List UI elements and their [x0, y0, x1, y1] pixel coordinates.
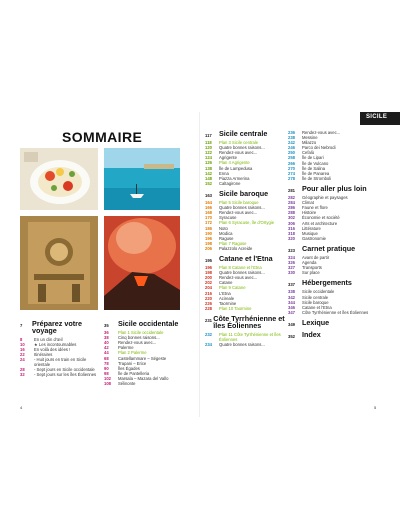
- entry-label: Plan 6 Syracuse, île d'Ortygie: [219, 220, 275, 226]
- guidebook-spread: [0, 112, 400, 417]
- entry-label: Piazza Armerina: [219, 175, 250, 181]
- entry-page: 202: [205, 280, 212, 286]
- entry-label: Acireale: [219, 295, 235, 301]
- entry-label: Plan 8 Catane et l'Etna: [219, 265, 262, 271]
- toc-entry[interactable]: [205, 181, 285, 186]
- entry-label: Palazzolo Acreide: [219, 245, 253, 251]
- entry-page: 326: [288, 260, 295, 266]
- entry-page: 286: [288, 205, 295, 211]
- entry-page: 206: [205, 245, 212, 251]
- entry-page: 284: [288, 200, 295, 206]
- entry-label: Plan 2 Palerme: [118, 350, 147, 356]
- entry-page: 16: [20, 347, 25, 352]
- entry-label: Castellammare – Ségeste: [118, 355, 167, 361]
- entry-page: 236: [288, 130, 295, 135]
- toc-column-2: [104, 320, 184, 390]
- entry-page: 108: [104, 381, 111, 387]
- entry-page: 282: [288, 195, 295, 201]
- entry-label: Modica: [219, 230, 233, 236]
- entry-label: Sicile occidentale: [302, 289, 335, 295]
- section-title[interactable]: Sicile occidentale: [118, 319, 179, 328]
- entry-page: 347: [288, 309, 295, 315]
- entry-label: Économie et société: [302, 215, 340, 221]
- entry-label: Enna: [219, 170, 229, 176]
- entry-label: Cinq bonnes raisons...: [118, 335, 160, 341]
- entry-page: 344: [288, 299, 295, 305]
- entry-page: 232: [205, 331, 212, 337]
- entry-page: 148: [205, 175, 212, 181]
- entry-page: 288: [288, 210, 295, 216]
- page-number-left: 4: [20, 405, 23, 410]
- entry-label: Palerme: [118, 345, 134, 351]
- toc-column-3: [205, 130, 285, 351]
- entry-label: Île de Stromboli: [302, 175, 332, 181]
- entry-page: 42: [104, 345, 109, 351]
- section-title[interactable]: Carnet pratique: [302, 243, 356, 253]
- entry-page: 120: [205, 145, 212, 151]
- toc-section-index: [288, 331, 370, 339]
- entry-page: 32: [20, 372, 25, 378]
- section-page-number: 117: [205, 133, 212, 138]
- entry-page: 316: [288, 225, 295, 231]
- toc-entry[interactable]: [288, 310, 370, 315]
- food-plate-photo: [20, 148, 98, 210]
- entry-label: - Sept jours en Sicile occidentale: [34, 367, 95, 373]
- entry-page: 338: [288, 289, 295, 295]
- entry-page: 28: [20, 367, 25, 373]
- entry-page: 36: [104, 330, 109, 336]
- section-tag: SICILE: [366, 114, 388, 120]
- entry-page: 270: [288, 165, 295, 171]
- entry-page: 164: [205, 200, 212, 206]
- entry-page: 122: [205, 150, 212, 156]
- entry-page: 68: [104, 355, 109, 361]
- entry-page: 168: [205, 210, 212, 216]
- entry-page: 90: [104, 365, 109, 371]
- entry-label: Gastronomie: [302, 235, 326, 241]
- entry-label: Itinéraires: [34, 352, 53, 358]
- entry-page: 324: [288, 254, 295, 260]
- entry-page: 190: [205, 230, 212, 236]
- entry-label: Plan 5 Sicile baroque: [219, 200, 259, 206]
- entry-label: Taormine: [219, 300, 237, 306]
- entry-label: Quatre bonnes raisons...: [219, 270, 265, 276]
- entry-label: Île de Vulcano: [302, 160, 329, 166]
- entry-label: Quatre bonnes raisons...: [219, 341, 265, 347]
- entry-page: 278: [288, 175, 295, 181]
- toc-entry[interactable]: [288, 236, 370, 241]
- section-title[interactable]: Sicile centrale: [219, 129, 268, 138]
- toc-column-1: [20, 320, 98, 382]
- entry-page: 342: [288, 294, 295, 300]
- entry-label: Noto: [219, 225, 228, 231]
- entry-page: 186: [205, 225, 212, 231]
- entry-label: Catane: [219, 280, 233, 286]
- entry-label: Plan 7 Raguse: [219, 240, 247, 246]
- entry-label: Île de Salina: [302, 165, 326, 171]
- entry-label: Plan 1 Sicile occidentale: [118, 330, 164, 336]
- section-title[interactable]: Index: [302, 330, 321, 339]
- entry-page: 142: [205, 170, 212, 176]
- section-page-number: 7: [20, 323, 23, 328]
- entry-page: 126: [205, 160, 212, 166]
- toc-section-sicile-centrale: [205, 130, 285, 186]
- toc-entry[interactable]: [20, 372, 98, 377]
- entry-page: 170: [205, 215, 212, 221]
- page-title: SOMMAIRE: [62, 129, 143, 145]
- entry-page: 124: [205, 155, 212, 161]
- toc-section-cote-tyrrhenienne-cont: [288, 130, 370, 181]
- entry-label: Caltagirone: [219, 180, 241, 186]
- entry-label: Agenda: [302, 260, 317, 266]
- entry-page: 152: [205, 180, 212, 186]
- entry-label: Raguse: [219, 235, 234, 241]
- toc-section-cote-tyrrhenienne: [205, 315, 285, 347]
- toc-entry[interactable]: [20, 357, 98, 367]
- section-title[interactable]: Sicile baroque: [219, 188, 269, 198]
- entry-page: 204: [205, 285, 212, 291]
- page-number-right: 5: [374, 405, 377, 410]
- page-header: [0, 112, 400, 125]
- entry-label: Parco dei Nebrodi: [302, 145, 336, 151]
- toc-section-carnet-pratique: [288, 245, 370, 275]
- section-page-number: 195: [205, 257, 212, 263]
- toc-section-preparez: [20, 320, 98, 378]
- etna-eruption-photo: [104, 216, 180, 310]
- baroque-architecture-photo: [20, 216, 98, 310]
- toc-section-sicile-baroque: [205, 190, 285, 251]
- entry-page: 318: [288, 230, 295, 236]
- entry-page: 302: [288, 215, 295, 221]
- entry-page: 258: [288, 155, 295, 161]
- toc-entry[interactable]: [205, 342, 285, 347]
- toc-section-lexique: [288, 319, 370, 327]
- toc-entry[interactable]: [288, 176, 370, 181]
- entry-label: Histoire: [302, 210, 317, 216]
- entry-page: 274: [288, 170, 295, 176]
- entry-label: Plan 10 Taormine: [219, 305, 252, 311]
- entry-label: Rendez-vous avec...: [219, 210, 258, 216]
- entry-label: Musique: [302, 230, 318, 236]
- entry-label: L'Etna: [219, 290, 231, 296]
- entry-label: - Sept jours sur les îles Éoliennes: [34, 372, 97, 378]
- entry-page: 198: [205, 240, 212, 246]
- toc-section-sicile-occidentale: [104, 320, 184, 386]
- entry-label: Sélinonte: [118, 381, 136, 387]
- entry-page: 238: [288, 135, 295, 141]
- entry-label: En un clin d'œil: [34, 336, 63, 342]
- entry-page: 78: [104, 360, 109, 366]
- entry-page: 330: [288, 270, 295, 276]
- entry-page: 266: [288, 160, 295, 166]
- book-spine: [199, 112, 200, 417]
- entry-label: Catane et l'Etna: [302, 304, 332, 310]
- section-page-number: 163: [205, 192, 212, 198]
- entry-label: Sicile baroque: [302, 299, 329, 305]
- entry-label: Île de Pantelleria: [118, 370, 150, 376]
- toc-column-4: [288, 130, 370, 343]
- entry-page: 216: [205, 290, 212, 296]
- section-page-number: 281: [288, 187, 295, 193]
- entry-label: Marsala – Mazara del Vallo: [118, 375, 169, 381]
- entry-label: Transports: [302, 265, 322, 271]
- entry-label: Île de Panarea: [302, 170, 330, 176]
- toc-entry[interactable]: [205, 332, 285, 342]
- section-title[interactable]: Préparez votre voyage: [32, 319, 82, 336]
- entry-label: Côte Tyrrhénienne et îles Éoliennes: [302, 309, 369, 315]
- section-page-number: 35: [104, 323, 109, 328]
- entry-label: Sur place: [302, 270, 320, 276]
- entry-label: Îles Égades: [118, 365, 140, 371]
- entry-label: Climat: [302, 200, 314, 206]
- entry-page: 8: [20, 336, 23, 342]
- entry-label: Agrigente: [219, 155, 237, 161]
- entry-label: - Huit jours en train en Sicile orientale: [34, 357, 87, 368]
- toc-section-catane-etna: [205, 255, 285, 311]
- entry-page: 346: [288, 304, 295, 310]
- entry-label: Rendez-vous avec...: [219, 275, 258, 281]
- entry-label: Plan 4 Agrigente: [219, 160, 250, 166]
- entry-label: Rendez-vous avec...: [302, 130, 341, 135]
- entry-label: Avant de partir: [302, 254, 330, 260]
- entry-label: Quatre bonnes raisons...: [219, 205, 265, 211]
- entry-page: 306: [288, 220, 295, 226]
- entry-page: 320: [288, 235, 295, 241]
- entry-label: Sicile centrale: [302, 294, 329, 300]
- entry-page: 118: [205, 140, 212, 146]
- entry-label: Milazzo: [302, 140, 317, 146]
- entry-label: Plan 9 Catane: [219, 285, 246, 291]
- entry-label: Messine: [302, 135, 318, 141]
- entry-page: 196: [205, 235, 212, 241]
- entry-page: 102: [104, 375, 111, 381]
- section-page-number: 323: [288, 247, 295, 253]
- section-title[interactable]: Hébergements: [302, 278, 352, 288]
- section-title[interactable]: Lexique: [302, 317, 330, 327]
- toc-section-hebergements: [288, 279, 370, 315]
- entry-page: 44: [104, 350, 109, 356]
- entry-page: 198: [205, 270, 212, 276]
- entry-label: Littérature: [302, 225, 321, 231]
- entry-page: 166: [205, 205, 212, 211]
- entry-label: Syracuse: [219, 215, 237, 221]
- entry-page: 246: [288, 145, 295, 151]
- entry-label: Île de Lampedusa: [219, 165, 253, 171]
- entry-page: 234: [205, 341, 212, 347]
- entry-page: 196: [205, 265, 212, 271]
- entry-page: 327: [288, 265, 295, 271]
- section-title[interactable]: Pour aller plus loin: [302, 183, 367, 193]
- entry-page: 242: [288, 140, 295, 146]
- sea-boat-photo: [104, 148, 180, 210]
- entry-label: Rendez-vous avec...: [118, 340, 157, 346]
- toc-entry[interactable]: [288, 270, 370, 275]
- entry-page: 24: [20, 357, 25, 363]
- section-page-number: 352: [288, 334, 295, 339]
- section-page-number: 337: [288, 282, 295, 288]
- toc-entry[interactable]: [104, 381, 184, 386]
- entry-label: Plan 11 Côte Tyrrhénienne et îles Éoliennes: [219, 331, 281, 342]
- entry-label: Plan 3 Sicile centrale: [219, 140, 259, 146]
- entry-page: 22: [20, 352, 25, 358]
- entry-label: Arts et architecture: [302, 220, 338, 226]
- entry-page: 228: [205, 305, 212, 311]
- entry-label: Trapani – Erice: [118, 360, 147, 366]
- entry-page: 250: [288, 150, 295, 156]
- entry-page: 220: [205, 295, 212, 301]
- entry-page: 226: [205, 300, 212, 306]
- entry-page: 200: [205, 275, 212, 281]
- entry-page: 10: [20, 341, 25, 347]
- section-title[interactable]: Côte Tyrrhénienne et îles Éoliennes: [213, 313, 285, 331]
- entry-label: Rendez-vous avec...: [219, 150, 258, 156]
- entry-label: En voilà des idées !: [34, 347, 71, 352]
- entry-page: 138: [205, 165, 212, 171]
- section-page-number: 349: [288, 321, 295, 327]
- section-title[interactable]: Catane et l'Etna: [219, 253, 273, 263]
- entry-page: 40: [104, 340, 109, 346]
- entry-page: 38: [104, 335, 109, 341]
- entry-label: Géographie et paysages: [302, 195, 348, 201]
- entry-label: Île de Lipari: [302, 155, 324, 161]
- entry-label: Quatre bonnes raisons...: [219, 145, 265, 151]
- entry-page: 172: [205, 220, 212, 226]
- entry-label: Faune et flore: [302, 205, 328, 211]
- entry-label: Cefalù: [302, 150, 315, 156]
- entry-page: 98: [104, 370, 109, 376]
- entry-label: ★ Les incontournables: [34, 341, 77, 347]
- toc-section-pour-aller-plus-loin: [288, 185, 370, 241]
- section-page-number: 231: [205, 317, 212, 323]
- toc-entry[interactable]: [205, 246, 285, 251]
- toc-entry[interactable]: [205, 306, 285, 311]
